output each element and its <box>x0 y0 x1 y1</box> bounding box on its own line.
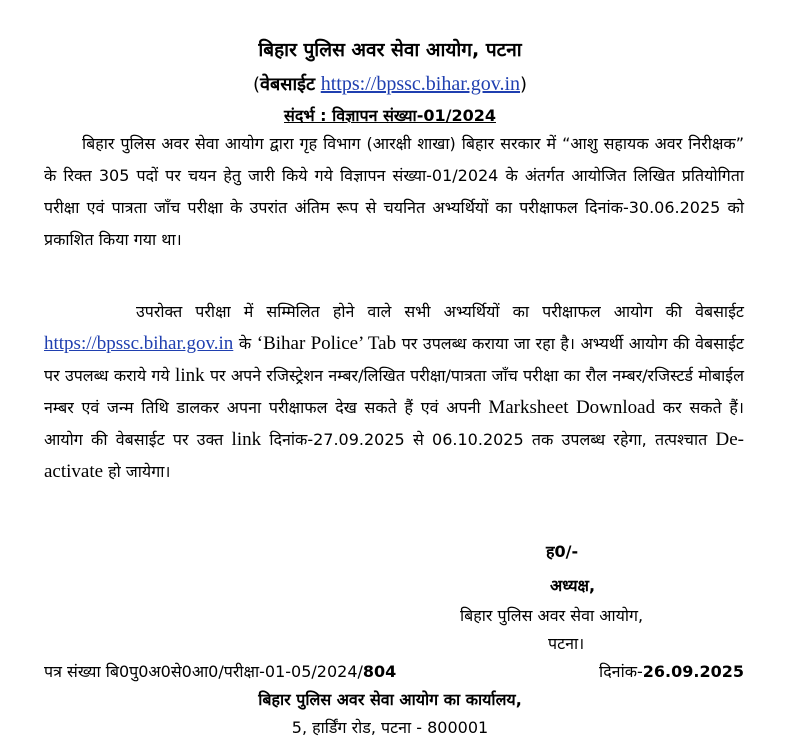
para2-deactivate: De-activate <box>44 429 744 482</box>
date-label: दिनांक- <box>599 662 643 681</box>
paragraph-1 <box>44 128 744 256</box>
para2-website-link[interactable]: https://bpssc.bihar.gov.in <box>44 333 234 354</box>
page-title: बिहार पुलिस अवर सेवा आयोग, पटना <box>258 39 522 61</box>
office-address: 5, हार्डिंग रोड, पटना - 800001 <box>291 718 489 737</box>
para2-text-d: पर उपलब्ध कराया जा रहा है। अभ्यर्थी आयोग की वेबसाईट पर उपलब्ध कराये गये <box>44 334 744 385</box>
para2-text-f: पर अपने रजिस्ट्रेशन नम्बर/लिखित परीक्षा/पात्रता जाँच परीक्षा का रौल नम्बर/रजिस्टर्ड मोबाईल नम्बर एवं जन्म तिथि डालकर अपना परीक्षाफल देख सकते हैं एवं अपनी <box>44 366 744 417</box>
letter-date <box>599 660 744 682</box>
website-open-paren: ( <box>252 74 260 95</box>
para2-text-a: उपरोक्त परीक्षा में सम्मिलित होने वाले सभी अभ्यर्थियों का परीक्षाफल आयोग की वेबसाईट <box>136 302 744 321</box>
signature-mark: ह0/- <box>546 542 579 561</box>
letter-no: 804 <box>362 662 397 681</box>
date-value: 26.09.2025 <box>642 662 744 681</box>
letter-prefix: पत्र संख्या बि0पु0अ0से0आ0/परीक्षा-01-05/2024/ <box>44 662 363 681</box>
website-label: वेबसाईट <box>259 74 316 95</box>
para2-text-b: के <box>238 334 252 353</box>
office-name: बिहार पुलिस अवर सेवा आयोग का कार्यालय, <box>258 690 522 709</box>
para2-tab-name: ‘Bihar Police’ Tab <box>256 333 397 354</box>
reference-text: संदर्भ : विज्ञापन संख्या-01/2024 <box>284 106 496 125</box>
para2-text-h: कर सकते हैं। आयोग की वेबसाईट पर उक्त <box>44 398 744 449</box>
para2-link-word-1: link <box>175 365 205 386</box>
para2-text-l: हो जायेगा। <box>108 462 171 481</box>
website-close-paren: ) <box>520 74 528 95</box>
website-line <box>0 72 780 96</box>
letter-number <box>44 660 396 682</box>
para2-text-j: दिनांक-27.09.2025 से 06.10.2025 तक उपलब्ध रहेगा, तत्पश्चात <box>269 430 708 449</box>
signature-designation: अध्यक्ष, <box>550 576 596 595</box>
signature-city: पटना। <box>548 634 585 653</box>
signature-org: बिहार पुलिस अवर सेवा आयोग, <box>460 606 644 625</box>
para2-marksheet: Marksheet Download <box>488 397 656 418</box>
paragraph-1-text: बिहार पुलिस अवर सेवा आयोग द्वारा गृह विभाग (आरक्षी शाखा) बिहार सरकार में “आशु सहायक अवर निरीक्षक” के रिक्त 305 पदों पर चयन हेतु जारी किये गये विज्ञापन संख्या-01/2024 के अंतर्गत आयोजित लिखित प्रतियोगिता परीक्षा एवं पात्रता जाँच परीक्षा के उपरांत अंतिम रूप से चयनित अभ्यर्थियों का परीक्षाफल दिनांक-30.06.2025 को प्रकाशित किया गया था। <box>44 134 744 249</box>
paragraph-2 <box>44 296 744 488</box>
reference-line <box>0 104 780 126</box>
para2-link-word-2: link <box>231 429 262 450</box>
website-link[interactable]: https://bpssc.bihar.gov.in <box>320 73 521 95</box>
